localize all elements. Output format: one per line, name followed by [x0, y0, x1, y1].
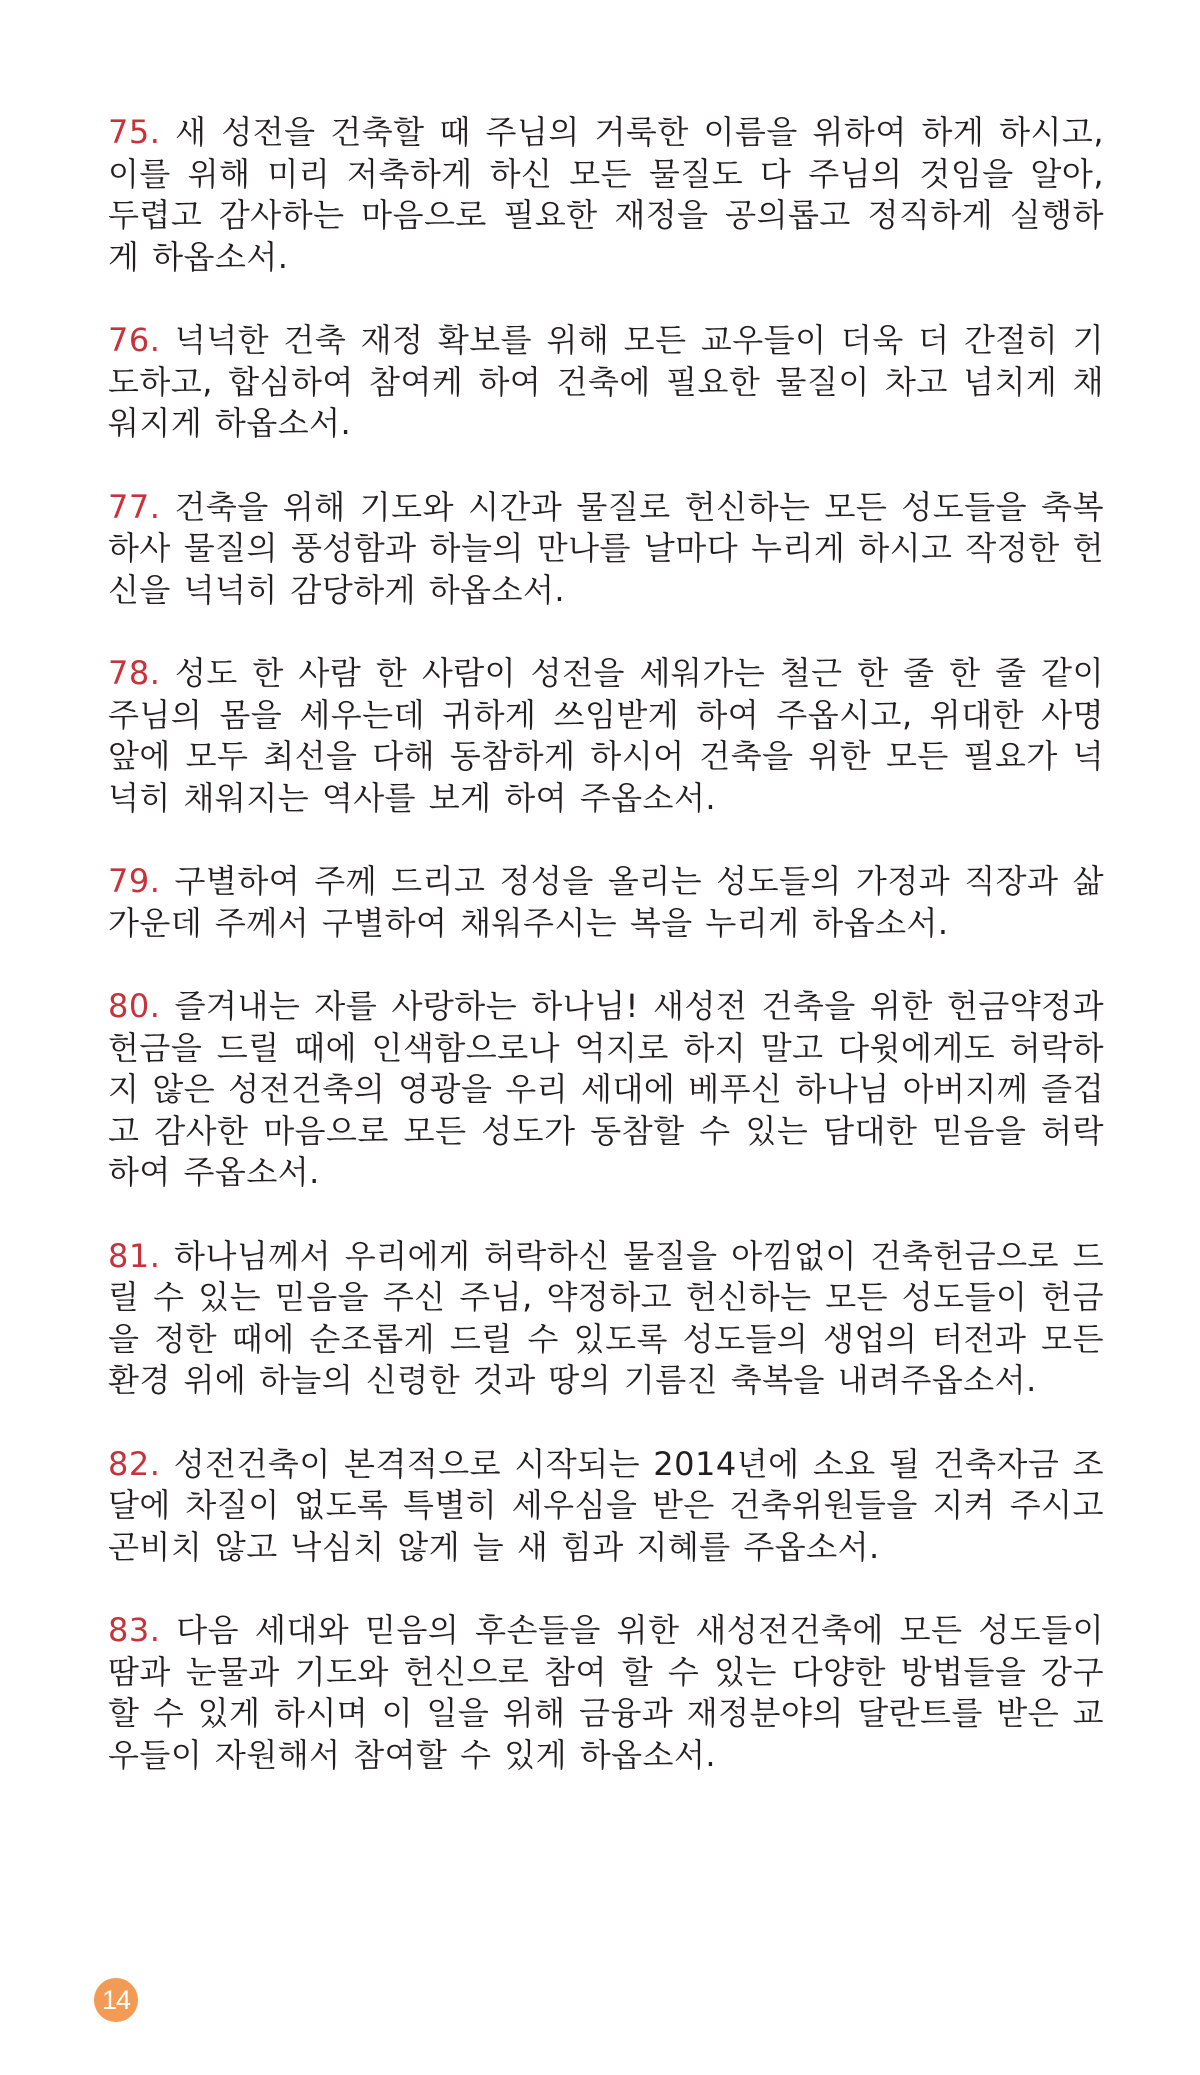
page-number-badge: 14	[94, 1978, 138, 2022]
prayer-item-76	[108, 320, 1104, 445]
prayer-item-81	[108, 1236, 1104, 1402]
prayer-item-82	[108, 1444, 1104, 1569]
prayer-text: 하나님께서 우리에게 허락하신 물질을 아낌없이 건축헌금으로 드릴 수 있는 믿음을 주신 주님, 약정하고 헌신하는 모든 성도들이 헌금을 정한 때에 순조롭게 드릴 수 있도록 성도들의 생업의 터전과 모든 환경 위에 하늘의 신령한 것과 땅의 기름진 축복을 내려주옵소서.	[108, 1236, 1104, 1399]
prayer-item-79	[108, 861, 1104, 944]
prayer-number: 75.	[108, 113, 161, 151]
prayer-text: 넉넉한 건축 재정 확보를 위해 모든 교우들이 더욱 더 간절히 기도하고, 합심하여 참여케 하여 건축에 필요한 물질이 차고 넘치게 채워지게 하옵소서.	[108, 321, 1104, 442]
prayer-text: 구별하여 주께 드리고 정성을 올리는 성도들의 가정과 직장과 삶 가운데 주께서 구별하여 채워주시는 복을 누리게 하옵소서.	[108, 862, 1105, 942]
prayer-text: 새 성전을 건축할 때 주님의 거룩한 이름을 위하여 하게 하시고, 이를 위해 미리 저축하게 하신 모든 물질도 다 주님의 것임을 알아, 두렵고 감사하는 마음으로 필요한 재정을 공의롭고 정직하게 실행하게 하옵소서.	[108, 113, 1104, 276]
prayer-number: 81.	[108, 1236, 161, 1275]
prayer-text: 다음 세대와 믿음의 후손들을 위한 새성전건축에 모든 성도들이 땀과 눈물과 기도와 헌신으로 참여 할 수 있는 다양한 방법들을 강구할 수 있게 하시며 이 일을 위해 금융과 재정분야의 달란트를 받은 교우들이 자원해서 참여할 수 있게 하옵소서.	[108, 1611, 1105, 1774]
prayer-item-83	[108, 1610, 1104, 1776]
prayer-number: 76.	[108, 321, 161, 359]
prayer-item-77	[108, 487, 1104, 612]
prayer-list	[108, 112, 1104, 1818]
prayer-number: 77.	[108, 487, 161, 526]
prayer-text: 성전건축이 본격적으로 시작되는 2014년에 소요 될 건축자금 조달에 차질이 없도록 특별히 세우심을 받은 건축위원들을 지켜 주시고 곤비치 않고 낙심치 않게 늘 새 힘과 지혜를 주옵소서.	[108, 1444, 1105, 1566]
prayer-item-80	[108, 986, 1104, 1194]
prayer-item-78	[108, 653, 1104, 819]
prayer-number: 79.	[108, 862, 161, 900]
prayer-text: 건축을 위해 기도와 시간과 물질로 헌신하는 모든 성도들을 축복하사 물질의 풍성함과 하늘의 만나를 날마다 누리게 하시고 작정한 헌신을 넉넉히 감당하게 하옵소서.	[108, 487, 1105, 609]
prayer-number: 80.	[108, 987, 161, 1025]
prayer-number: 82.	[108, 1444, 161, 1483]
prayer-number: 83.	[108, 1611, 161, 1649]
prayer-number: 78.	[108, 654, 161, 692]
prayer-item-75	[108, 112, 1104, 278]
prayer-text: 성도 한 사람 한 사람이 성전을 세워가는 철근 한 줄 한 줄 같이 주님의 몸을 세우는데 귀하게 쓰임받게 하여 주옵시고, 위대한 사명 앞에 모두 최선을 다해 동참하게 하시어 건축을 위한 모든 필요가 넉넉히 채워지는 역사를 보게 하여 주옵소서.	[108, 654, 1104, 817]
prayer-text: 즐겨내는 자를 사랑하는 하나님! 새성전 건축을 위한 헌금약정과 헌금을 드릴 때에 인색함으로나 억지로 하지 말고 다윗에게도 허락하지 않은 성전건축의 영광을 우리 세대에 베푸신 하나님 아버지께 즐겁고 감사한 마음으로 모든 성도가 동참할 수 있는 담대한 믿음을 허락하여 주옵소서.	[108, 987, 1105, 1191]
